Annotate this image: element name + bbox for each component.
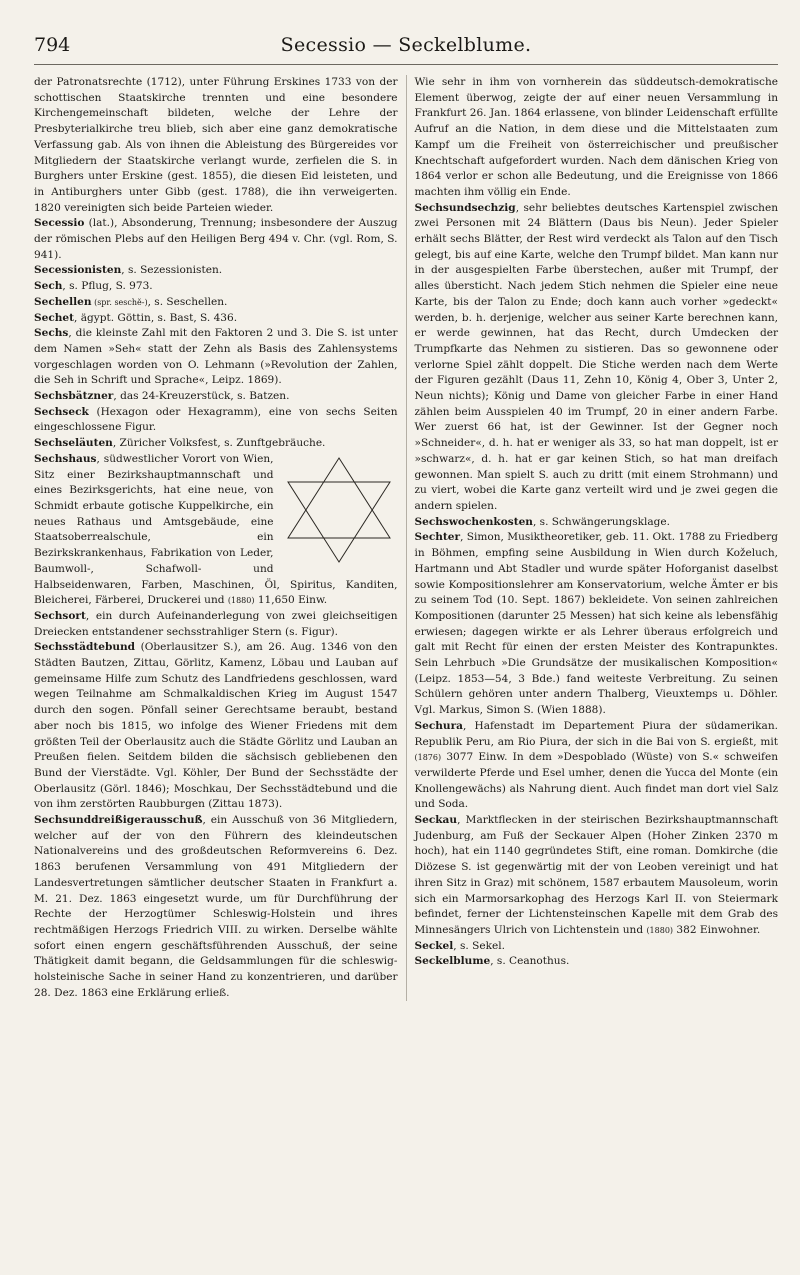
- definition: , sehr beliebtes deutsches Kartenspiel zwischen zwei Personen mit 24 Blättern (Daus bis Neun). Jeder Spieler erhält sechs Blätter, der Rest wird verdeckt als Talon auf den Tisch gelegt, bis auf eine Karte, welche den Trumpf bildet. Man kann nur in der ausgespielten Farbe überstechen, außer mit Trumpf, der alles übersticht. Nach jedem Stich nehmen die Spieler eine neue Karte, bis der Talon zu Ende; doch kann auch vorher »gedeckt« werden, b. h. derjenige, welcher aus seiner Karte berechnen kann, er werde gewinnen, hat das Recht, durch Umdecken der Trumpfkarte das Nehmen zu sistieren. Das so gewonnene oder verlorne Spiel zählt doppelt. Die Stiche werden nach dem Werte der Figuren gezählt (Daus 11, Zehn 10, König 4, Ober 3, Unter 2, Neun nichts); König und Dame von gleicher Farbe in einer Hand zählen beim Ausspielen 40 im Trumpf, 20 in einer andern Farbe. Wer zuerst 66 hat, ist der Gewinner. Ist der Gegner noch »Schneider«, d. h. hat er weniger als 33, so hat man doppelt, ist er »schwarz«, d. h. hat er gar keinen Stich, so hat man dreifach gewonnen. Man spielt S. auch zu dritt (mit einem Strohmann) und zu viert, wobei die Karte ganz verteilt wird und je zwei gegen die andern spielen.: [414, 201, 778, 512]
- entry-continuation: Wie sehr in ihm von vornherein das süddeutsch-demokratische Element überwog, zeigte der auf einer neuen Versammlung in Frankfurt 26. Jan. 1864 erlassene, von blinder Leidenschaft erfüllte Aufruf an die Nation, in dem diese und die Mittelstaaten zum Kampf um die Freiheit von österreichischer und preußischer Knechtschaft aufgefordert wurden. Nach dem dänischen Krieg von 1864 verlor er schon alle Bedeutung, und die Ereignisse von 1866 machten ihm völlig ein Ende.: [414, 76, 778, 198]
- definition-end: 382 Einwohner.: [673, 923, 761, 936]
- headword: Secessionisten: [34, 264, 122, 277]
- headword: Sechet: [34, 311, 74, 324]
- entry-continuation: der Patronatsrechte (1712), unter Führung Erskines 1733 von der schottischen Staatskirche trennten und eine besondere Kirchengemeinschaft bildeten, welche der Lehre der Presbyterialkirche treu blieb, sich aber eine ganz demokratische Verfassung gab. Als von ihnen die Ableistung des Bürgereides vor Mitgliedern der Staatskirche verlangt wurde, zerfielen die S. in Burghers unter Erskine (gest. 1855), die diesen Eid leisteten, und in Antiburghers unter Gibb (gest. 1788), die ihn verweigerten. 1820 vereinigten sich beide Parteien wieder.: [34, 76, 398, 214]
- definition: (Hexagon oder Hexagramm), eine von sechs Seiten eingeschlossene Figur.: [34, 405, 398, 434]
- definition: , Simon, Musiktheoretiker, geb. 11. Okt. 1788 zu Friedberg in Böhmen, empfing seine Ausbildung in Wien durch Koželuch, Hartmann und Abt Stadler und wurde später Hoforganist daselbst sowie Kompositionslehrer am Konservatorium, welche Ämter er bis zu seinem Tod (10. Sept. 1867) bekleidete. Von seinen zahlreichen Kompositionen (darunter 25 Messen) hat sich keine als lebensfähig erwiesen; dagegen wirkte er als Lehrer überaus erfolgreich und galt mit Recht für einen der ersten Meister des Kontrapunktes. Sein Lehrbuch »Die Grundsätze der musikalischen Komposition« (Leipz. 1853—54, 3 Bde.) fand weiteste Verbreitung. Zu seinen Schülern gehören unter andern Thalberg, Vieuxtemps u. Döhler. Vgl. Markus, Simon S. (Wien 1888).: [414, 531, 778, 717]
- entry-sechsunddreissigerausschuss: [34, 813, 398, 1001]
- headword: Sechsundsechzig: [414, 201, 516, 214]
- headword: Sechellen: [34, 295, 92, 308]
- census-year: (1880): [227, 596, 255, 606]
- definition: , Züricher Volksfest, s. Zunftgebräuche.: [112, 437, 326, 450]
- definition-end: 3077 Einw. In dem »Despoblado (Wüste) von S.« schweifen verwilderte Pferde und Esel umher, denen die Yucca del Monte (ein Knollengewächs) als Nahrung dient. Auch findet man dort viel Salz und Soda.: [414, 751, 778, 811]
- entry-sechswochenkosten: [415, 515, 779, 531]
- headword: Sechura: [414, 719, 463, 732]
- definition-end: 11,650 Einw.: [254, 594, 328, 607]
- page-header: [34, 30, 778, 65]
- definition: , die kleinste Zahl mit den Faktoren 2 und 3. Die S. ist unter dem Namen »Seh« statt der Zehn als Basis des Zahlensystems vorgeschlagen worden von O. Lehmann (»Revolution der Zahlen, die Seh in Schrift und Sprache«, Leipz. 1869).: [34, 327, 398, 387]
- definition: , Hafenstadt im Departement Piura der südamerikan. Republik Peru, am Rio Piura, der sich in die Bai von S. ergießt, mit: [414, 719, 778, 748]
- entry-sechseck: [34, 405, 398, 436]
- entry-seckau: [415, 813, 779, 939]
- entry-sechter: [415, 530, 779, 718]
- definition: , südwestlicher Vorort von Wien, Sitz einer Bezirkshauptmannschaft und eines Bezirksgerichts, hat eine neue, von Schmidt erbaute gotische Kuppelkirche, ein neues Rathaus und Amtsgebäude, eine Staatsoberrealschule, ein Bezirkskrankenhaus, Fabrikation von Leder, Baumwoll-, Schafwoll- und Halbseidenwaren, Farben, Maschinen, Öl, Spiritus, Kanditen, Bleicherei, Färberei, Druckerei und: [34, 452, 398, 607]
- entry-sech: [34, 279, 398, 295]
- entry-sechsundsechzig: [415, 201, 779, 515]
- entry-sechselaeuten: [34, 436, 398, 452]
- pronunciation: (spr. seschĕ-): [91, 297, 148, 307]
- headword: Sechswochenkosten: [414, 515, 533, 528]
- headword: Secessio: [34, 217, 85, 230]
- left-column: [34, 75, 406, 1001]
- headword: Seckau: [414, 814, 458, 827]
- headword: Seckelblume: [414, 955, 491, 968]
- headword: Sechseck: [34, 405, 89, 418]
- headword: Sechsbätzner: [34, 390, 114, 403]
- six-pointed-star-figure: [280, 454, 398, 566]
- census-year: (1880): [646, 925, 674, 935]
- downward-triangle: [288, 482, 390, 562]
- entry-secessionisten: [34, 263, 398, 279]
- definition: , Marktflecken in der steirischen Bezirkshauptmannschaft Judenburg, am Fuß der Seckauer Alpen (Hoher Zinken 2370 m hoch), hat ein 1140 gegründetes Stift, eine roman. Domkirche (die Diözese S. ist gegenwärtig mit der von Leoben vereinigt und hat ihren Sitz in Graz) mit schönem, 1587 erbautem Mausoleum, worin sich ein Marmorsarkophag des Herzogs Karl II. von Steiermark befindet, ferner der Lichtensteinschen Kapelle mit dem Grab des Minnesängers Ulrich von Lichtenstein und: [414, 814, 778, 936]
- entry-secessio: [34, 216, 398, 263]
- entry-sechsstaedtebund: [34, 640, 398, 813]
- headword: Sechsunddreißigerausschuß: [34, 814, 203, 827]
- census-year: (1876): [414, 753, 442, 763]
- headword: Sechseläuten: [34, 437, 113, 450]
- running-title: Secessio — Seckelblume.: [280, 34, 532, 56]
- definition: , s. Sezessionisten.: [121, 264, 223, 277]
- headword: Sechsort: [34, 609, 86, 622]
- definition: , das 24-Kreuzerstück, s. Batzen.: [113, 390, 290, 403]
- entry-sechshaus: [34, 452, 398, 609]
- entry-sechsbaetzner: [34, 389, 398, 405]
- entry-sechsort: [34, 609, 398, 640]
- definition: , ägypt. Göttin, s. Bast, S. 436.: [74, 311, 238, 324]
- entry-sechs: [34, 326, 398, 389]
- definition: , s. Seschellen.: [147, 295, 228, 308]
- entry-sechura: [415, 719, 779, 813]
- entry-sechet: [34, 311, 398, 327]
- definition: , s. Pflug, S. 973.: [62, 280, 153, 293]
- definition: , s. Ceanothus.: [490, 955, 570, 968]
- headword: Sechter: [414, 531, 461, 544]
- headword: Sech: [34, 280, 63, 293]
- page-number: 794: [34, 34, 71, 56]
- headword: Seckel: [414, 939, 454, 952]
- definition: , ein durch Aufeinanderlegung von zwei gleichseitigen Dreiecken entstandener sechsstrahliger Stern (s. Figur).: [34, 609, 398, 638]
- entry-seckelblume: [415, 954, 779, 970]
- definition: (lat.), Absonderung, Trennung; insbesondere der Auszug der römischen Plebs auf den Heiligen Berg 494 v. Chr. (vgl. Rom, S. 941).: [34, 217, 398, 261]
- definition: , s. Schwängerungsklage.: [532, 515, 671, 528]
- definition: , ein Ausschuß von 36 Mitgliedern, welcher auf der von den Führern des kleindeutschen Nationalvereins und des großdeutschen Reformvereins 6. Dez. 1863 berufenen Versammlung von 491 Mitgliedern der Landesvertretungen sämtlicher deutscher Staaten in Frankfurt a. M. 21. Dez. 1863 eingesetzt wurde, um für Durchführung der Rechte der Herzogtümer Schleswig-Holstein und ihres rechtmäßigen Herzogs Friedrich VIII. zu wirken. Derselbe wählte sofort einen engern geschäftsführenden Ausschuß, der seine Thätigkeit damit begann, die Geldsammlungen für die schleswig-holsteinische Sache in seiner Hand zu konzentrieren, und darüber 28. Dez. 1863 eine Erklärung erließ.: [34, 814, 398, 999]
- headword: Sechsstädtebund: [34, 641, 136, 654]
- entry-seckel: [415, 939, 779, 955]
- text-columns: [34, 75, 778, 1001]
- headword: Sechs: [34, 327, 69, 340]
- headword: Sechshaus: [34, 452, 97, 465]
- upward-triangle: [288, 458, 390, 538]
- entry-sechellen: [34, 295, 398, 311]
- definition: , s. Sekel.: [453, 939, 505, 952]
- right-column: [406, 75, 779, 1001]
- definition: (Oberlausitzer S.), am 26. Aug. 1346 von den Städten Bautzen, Zittau, Görlitz, Kamenz, Löbau und Lauban auf gemeinsame Hilfe zum Schutz des Landfriedens geschlossen, ward wegen Teilnahme am Schmalkaldischen Krieg im August 1547 durch den sogen. Pönfall seiner Gerechtsame beraubt, bestand aber noch bis 1815, wo infolge des Wiener Friedens mit dem größten Teil der Oberlausitz auch die Städte Görlitz und Lauban an Preußen fielen. Seitdem bilden die sächsisch gebliebenen den Bund der Vierstädte. Vgl. Köhler, Der Bund der Sechsstädte der Oberlausitz (Görl. 1846); Moschkau, Der Sechsstädtebund und die von ihm zerstörten Raubburgen (Zittau 1873).: [34, 641, 398, 811]
